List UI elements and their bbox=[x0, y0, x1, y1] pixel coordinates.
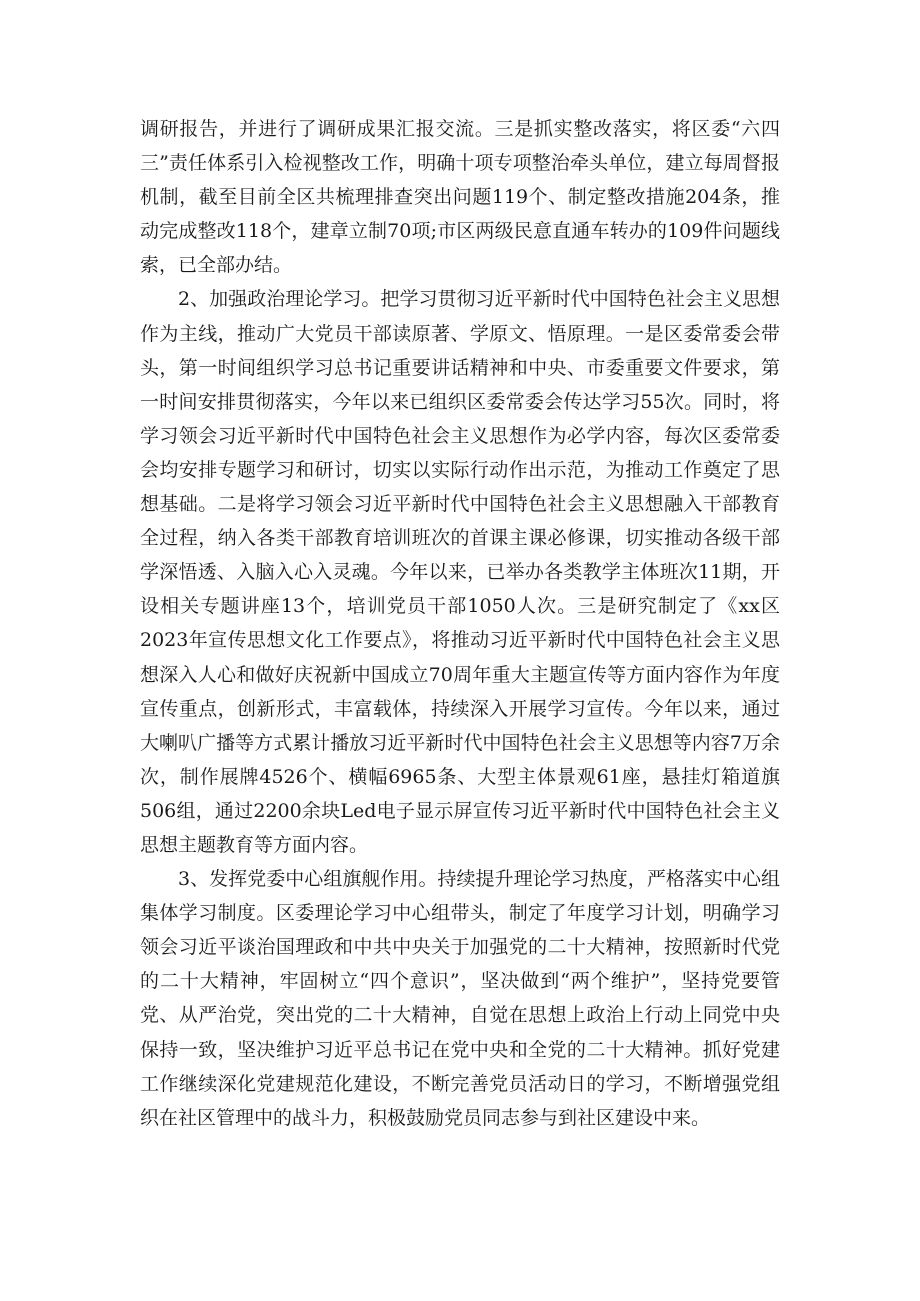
paragraph-central-group-flagship: 3、发挥党委中心组旗舰作用。持续提升理论学习热度，严格落实中心组集体学习制度。区委理论学习中心组带头，制定了年度学习计划，明确学习领会习近平谈治国理政和中共中央关于加强党的二十大精神，按照新时代党的二十大精神，牢固树立“四个意识”，坚决做到“两个维护”，坚持党要管党、从严治党，突出党的二十大精神，自觉在思想上政治上行动上同党中央保持一致，坚决维护习近平总书记在党中央和全党的二十大精神。抓好党建工作继续深化党建规范化建设，不断完善党员活动日的学习，不断增强党组织在社区管理中的战斗力，积极鼓励党员同志参与到社区建设中来。 bbox=[140, 868, 780, 1129]
paragraph-rectification-continued: 调研报告，并进行了调研成果汇报交流。三是抓实整改落实，将区委“六四三”责任体系引入检视整改工作，明确十项专项整治牵头单位，建立每周督报机制，截至目前全区共梳理排查突出问题119个、制定整改措施204条，推动完成整改118个，建章立制70项;市区两级民意直通车转办的109件问题线索，已全部办结。 bbox=[140, 118, 780, 277]
paragraph-political-theory-study: 2、加强政治理论学习。把学习贯彻习近平新时代中国特色社会主义思想作为主线，推动广大党员干部读原著、学原文、悟原理。一是区委常委会带头，第一时间组织学习总书记重要讲话精神和中央、市委重要文件要求，第一时间安排贯彻落实，今年以来已组织区委常委会传达学习55次。同时，将学习领会习近平新时代中国特色社会主义思想作为必学内容，每次区委常委会均安排专题学习和研讨，切实以实际行动作出示范，为推动工作奠定了思想基础。二是将学习领会习近平新时代中国特色社会主义思想融入干部教育全过程，纳入各类干部教育培训班次的首课主课必修课，切实推动各级干部学深悟透、入脑入心入灵魂。今年以来，已举办各类教学主体班次11期，开设相关专题讲座13个，培训党员干部1050人次。三是研究制定了《xx区2023年宣传思想文化工作要点》，将推动习近平新时代中国特色社会主义思想深入人心和做好庆祝新中国成立70周年重大主题宣传等方面内容作为年度宣传重点，创新形式，丰富载体，持续深入开展学习宣传。今年以来，通过大喇叭广播等方式累计播放习近平新时代中国特色社会主义思想等内容7万余次，制作展牌4526个、横幅6965条、大型主体景观61座，悬挂灯箱道旗506组，通过2200余块Led电子显示屏宣传习近平新时代中国特色社会主义思想主题教育等方面内容。 bbox=[140, 288, 780, 856]
document-body bbox=[140, 112, 780, 1135]
